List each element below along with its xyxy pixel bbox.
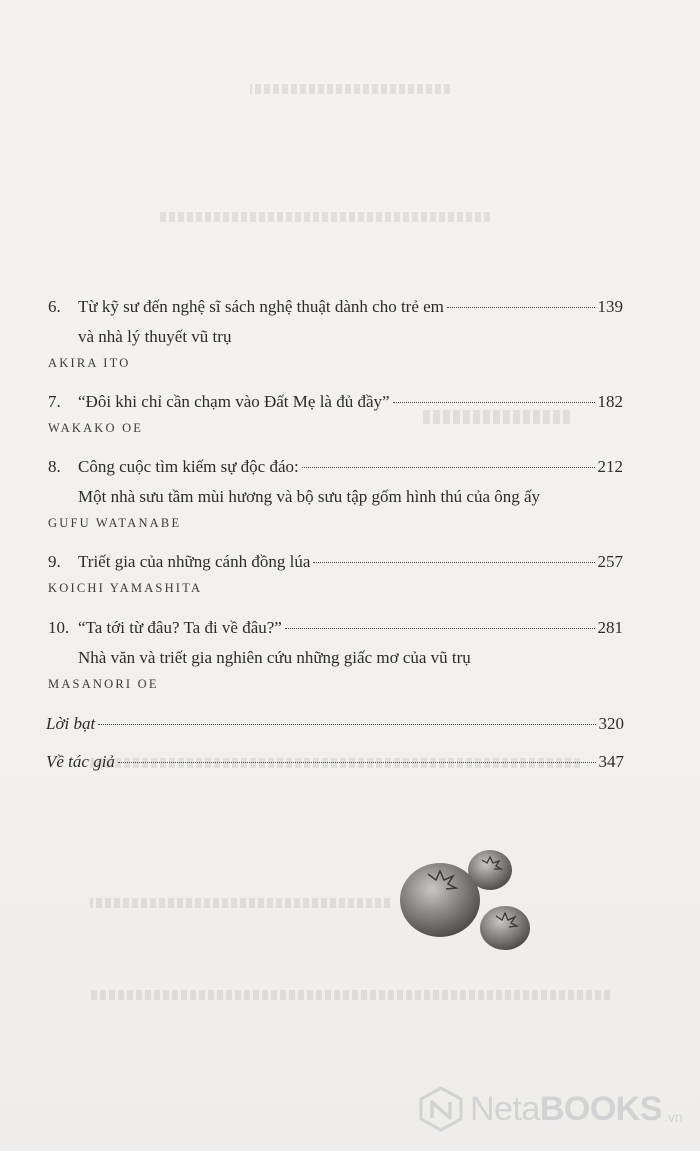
chapter-title: “Ta tới từ đâu? Ta đi về đâu?” xyxy=(78,618,282,637)
page-number: 182 xyxy=(597,392,623,411)
page-number: 347 xyxy=(598,752,624,771)
watermark-brand xyxy=(470,1090,662,1129)
page-number: 139 xyxy=(597,297,623,316)
toc-entry xyxy=(48,617,623,692)
chapter-number: 8. xyxy=(48,457,61,476)
chapter-number: 7. xyxy=(48,392,61,411)
dot-leader xyxy=(313,562,594,563)
chapter-author: KOICHI YAMASHITA xyxy=(48,581,203,595)
about-author-title: Về tác giả xyxy=(46,752,115,771)
chapter-number: 6. xyxy=(48,297,61,316)
chapter-title-continuation: và nhà lý thuyết vũ trụ xyxy=(78,327,232,346)
afterword-title: Lời bạt xyxy=(46,714,96,733)
chapter-title: Công cuộc tìm kiếm sự độc đáo: xyxy=(78,457,299,476)
page-number: 281 xyxy=(597,618,623,637)
toc-entry xyxy=(48,551,623,596)
watermark-brand-light: Neta xyxy=(470,1089,540,1128)
watermark-domain: .vn xyxy=(664,1109,683,1125)
toc-entry-line xyxy=(48,456,623,478)
dot-leader xyxy=(118,762,596,763)
toc-entry-afterword xyxy=(46,713,624,735)
chapter-author: MASANORI OE xyxy=(48,677,159,691)
toc-entry-line xyxy=(48,296,623,318)
netabooks-watermark xyxy=(418,1083,683,1135)
netabooks-logo-icon xyxy=(418,1086,464,1132)
chapter-number: 10. xyxy=(48,618,70,637)
toc-entry-line xyxy=(48,551,623,573)
toc-entry-line xyxy=(46,751,624,773)
dot-leader xyxy=(285,628,595,629)
chapter-author: AKIRA ITO xyxy=(48,356,131,370)
chapter-title-continuation: Nhà văn và triết gia nghiên cứu những giấc mơ của vũ trụ xyxy=(78,648,471,667)
toc-entry-about-author xyxy=(46,751,624,773)
dot-leader xyxy=(393,402,595,403)
toc-entry xyxy=(48,296,623,371)
dot-leader xyxy=(98,724,595,725)
dot-leader xyxy=(302,467,595,468)
chapter-author: WAKAKO OE xyxy=(48,421,144,435)
toc-entry-line xyxy=(46,713,624,735)
chapter-author: GUFU WATANABE xyxy=(48,516,182,530)
page-number: 320 xyxy=(598,714,624,733)
chapter-title: Triết gia của những cánh đồng lúa xyxy=(78,552,311,571)
chapter-title: “Đôi khi chỉ cần chạm vào Đất Mẹ là đủ đầy” xyxy=(78,392,390,411)
toc-entry xyxy=(48,391,623,436)
toc-entry-line xyxy=(48,391,623,413)
chapter-number: 9. xyxy=(48,552,61,571)
page-number: 257 xyxy=(597,552,623,571)
tomatoes-illustration xyxy=(398,838,538,963)
watermark-brand-bold: BOOKS xyxy=(539,1089,663,1128)
chapter-title: Từ kỹ sư đến nghệ sĩ sách nghệ thuật dành cho trẻ em xyxy=(78,297,444,316)
chapter-title-continuation: Một nhà sưu tầm mùi hương và bộ sưu tập gốm hình thú của ông ấy xyxy=(78,487,541,506)
toc-entry-line xyxy=(48,617,623,639)
toc-entry xyxy=(48,456,623,531)
page-number: 212 xyxy=(597,457,623,476)
dot-leader xyxy=(447,307,595,308)
